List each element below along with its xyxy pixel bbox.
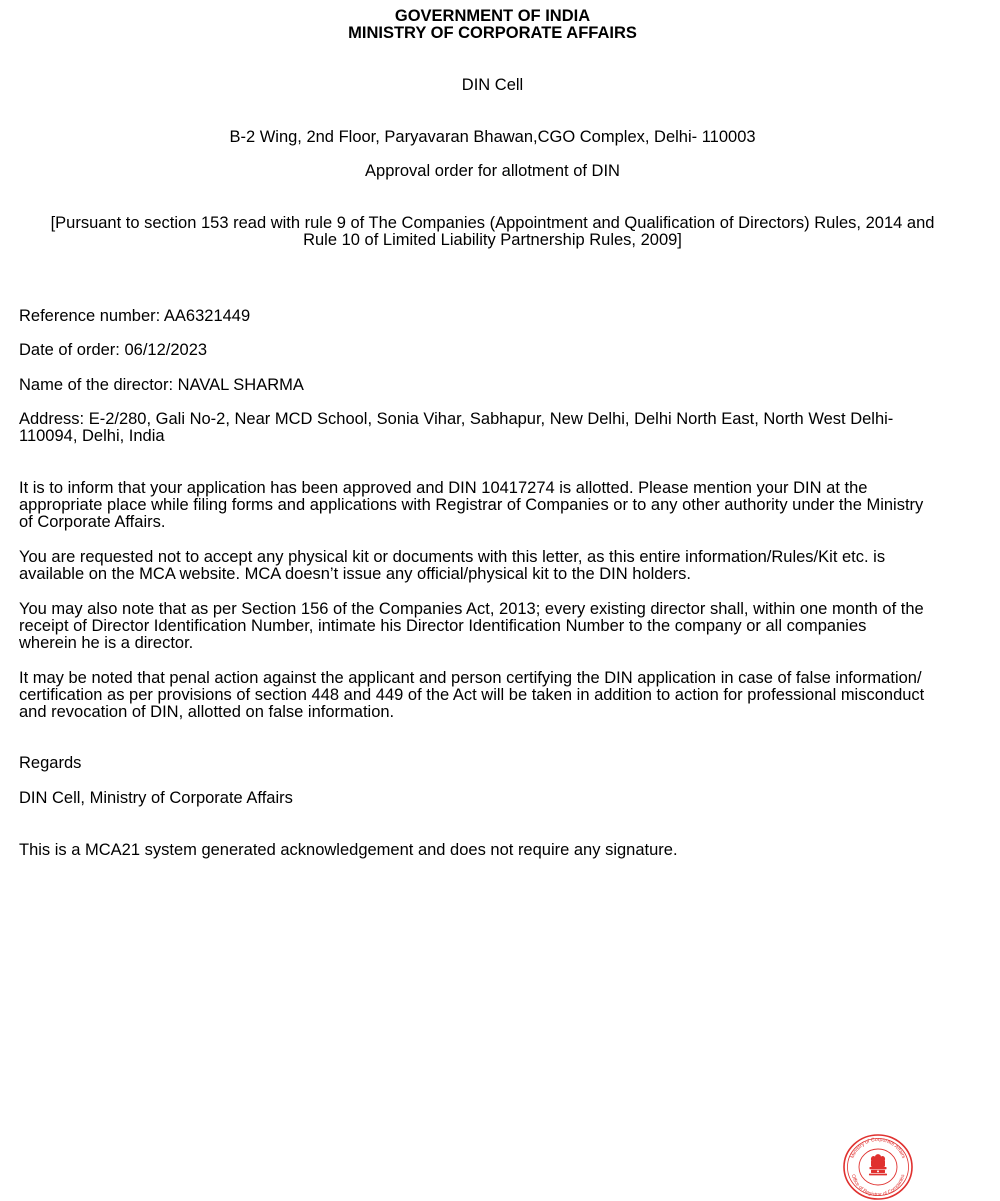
paragraph-line: wherein he is a director.	[19, 634, 194, 653]
paragraph-line: appropriate place while filing forms and applications with Registrar of Companies or to any other authority under the Ministry	[19, 496, 924, 515]
paragraph-penal-action	[19, 670, 974, 722]
paragraph-line: and revocation of DIN, allotted on false information.	[19, 703, 395, 722]
paragraph-line: receipt of Director Identification Number, intimate his Director Identification Number to the company or all companies	[19, 617, 867, 636]
system-generated-note: This is a MCA21 system generated acknowledgement and does not require any signature.	[19, 841, 678, 859]
paragraph-line: available on the MCA website. MCA doesn’t issue any official/physical kit to the DIN holders.	[19, 565, 691, 584]
pursuant-line-2: Rule 10 of Limited Liability Partnership Rules, 2009]	[303, 231, 682, 249]
paragraph-approval	[19, 480, 974, 532]
order-title: Approval order for allotment of DIN	[365, 162, 620, 180]
ministry-seal	[842, 1133, 914, 1201]
paragraph-line: It may be noted that penal action against the applicant and person certifying the DIN application in case of false information/	[19, 669, 922, 687]
paragraph-line: It is to inform that your application has been approved and DIN 10417274 is allotted. Please mention your DIN at the	[19, 479, 868, 497]
reference-number: Reference number: AA6321449	[19, 307, 251, 325]
paragraph-line: certification as per provisions of section 448 and 449 of the Act will be taken in addition to action for professional misconduct	[19, 686, 925, 705]
paragraph-section-156	[19, 601, 974, 653]
paragraph-line: You are requested not to accept any physical kit or documents with this letter, as this entire information/Rules/Kit etc. is	[19, 548, 886, 566]
emblem-icon	[869, 1154, 887, 1175]
seal-text-bottom: Office of Registrar of Companies	[849, 1173, 907, 1199]
director-address	[19, 411, 974, 445]
director-name: Name of the director: NAVAL SHARMA	[19, 376, 304, 394]
pursuant-line-1: [Pursuant to section 153 read with rule 9 of The Companies (Appointment and Qualification of Directors) Rules, 2014 and	[50, 214, 935, 232]
regards: Regards	[19, 754, 82, 772]
paragraph-physical-kit	[19, 549, 974, 583]
address-line: 110094, Delhi, India	[19, 427, 165, 446]
signatory: DIN Cell, Ministry of Corporate Affairs	[19, 789, 293, 807]
din-cell-label: DIN Cell	[461, 76, 524, 94]
paragraph-line: of Corporate Affairs.	[19, 513, 166, 532]
order-date: Date of order: 06/12/2023	[19, 341, 208, 359]
paragraph-line: You may also note that as per Section 156 of the Companies Act, 2013; every existing director shall, within one month of the	[19, 600, 924, 618]
seal-text-top: Ministry of Corporate Affairs	[849, 1136, 907, 1160]
address-line: Address: E-2/280, Gali No-2, Near MCD School, Sonia Vihar, Sabhapur, New Delhi, Delhi North East, North West Delhi-	[19, 410, 894, 428]
ministry-heading: MINISTRY OF CORPORATE AFFAIRS	[348, 24, 637, 42]
office-address: B-2 Wing, 2nd Floor, Paryavaran Bhawan,CGO Complex, Delhi- 110003	[229, 128, 756, 146]
govt-heading: GOVERNMENT OF INDIA	[394, 7, 591, 25]
